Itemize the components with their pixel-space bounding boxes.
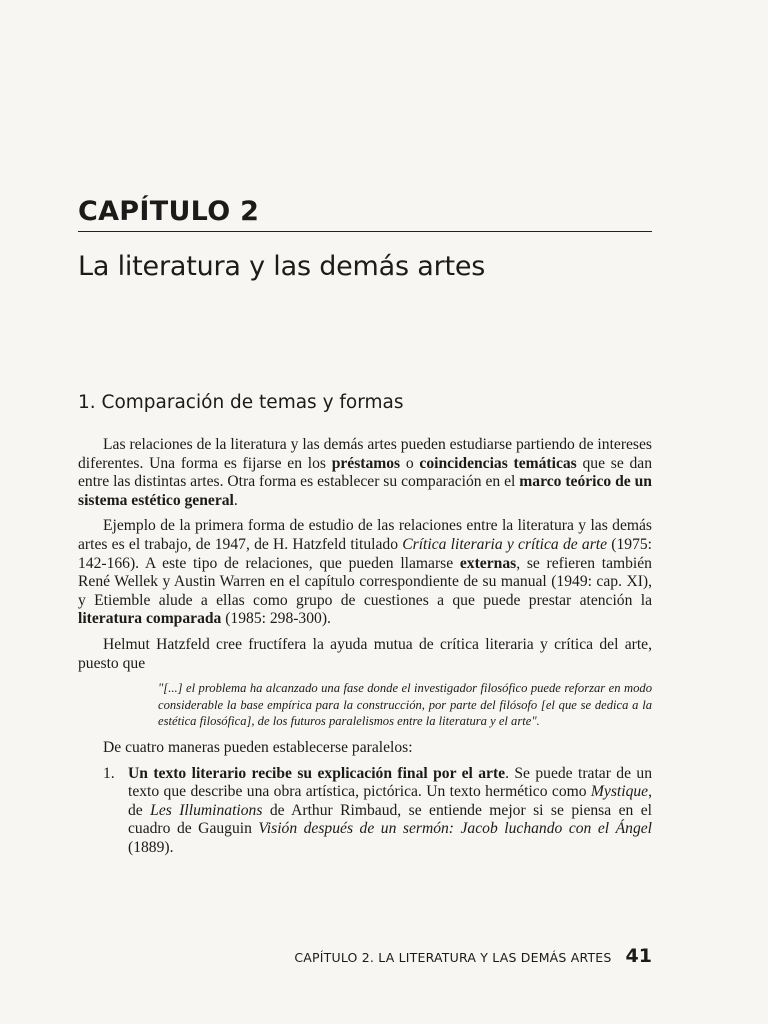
section-heading: 1. Comparación de temas y formas [78,392,404,413]
list-number: 1. [103,764,115,782]
bold-term: Un texto literario recibe su explicación final por el arte [128,764,506,782]
text-run: . Se puede tratar de un texto que describe una obra artística, pictórica. Un texto hermético como [128,764,652,801]
text-run: , de [128,783,652,819]
text-run: Ejemplo de la primera forma de estudio de las relaciones entre la literatura y las demás artes es el trabajo, de 1947, de H. Hatzfeld titulado [78,517,652,553]
italic-title: Visión después de un sermón: Jacob luchando con el Ángel [258,820,653,838]
italic-title: Les Illuminations [150,801,263,819]
list-item [78,765,652,858]
text-run: , se refieren también René Wellek y Austin Warren en el capítulo correspondiente de su manual (1949: cap. XI), y Etiemble alude a ellas como grupo de cuestiones a que puede prestar atención la [78,554,652,609]
text-run: o [400,454,420,472]
paragraph-1 [78,436,652,510]
block-quote: "[...] el problema ha alcanzado una fase donde el investigador filosófico puede reforzar en modo considerable la base empírica para la construcción, por parte del filósofo [el que se dedica a la estética filosófica], de los futuros paralelismos entre la literatura y el arte". [158,681,652,729]
chapter-title: La literatura y las demás artes [78,251,486,282]
text-run: de Arthur Rimbaud, se entiende mejor si se piensa en el cuadro de Gauguin [128,801,652,838]
italic-title: Mystique [590,783,649,801]
paragraph-2 [78,517,652,629]
running-head: CAPÍTULO 2. LA LITERATURA Y LAS DEMÁS ARTES [294,950,612,965]
chapter-label: CAPÍTULO 2 [78,196,260,227]
page-footer [294,945,652,967]
text-run: que se dan entre las distintas artes. Otra forma es establecer su comparación en el [78,454,653,491]
paragraph-3: Helmut Hatzfeld cree fructífera la ayuda mutua de crítica literaria y crítica del arte, puesto que [78,635,652,672]
text-run: (1975: 142-166). A este tipo de relaciones, que pueden llamarse [78,535,652,572]
paragraph-4: De cuatro maneras pueden establecerse paralelos: [103,738,413,756]
bold-term: préstamos [331,454,401,472]
chapter-rule [78,231,652,232]
text-run: (1985: 298-300). [221,610,331,628]
bold-term: coincidencias temáticas [419,454,577,472]
text-run: (1889). [128,838,174,856]
page-number: 41 [625,945,652,967]
parallels-list [78,765,652,858]
bold-term: marco teórico de un sistema estético general [78,473,652,509]
body-text [78,436,652,857]
text-run: Las relaciones de la literatura y las demás artes pueden estudiarse partiendo de intereses diferentes. Una forma es fijarse en los [78,436,652,472]
italic-title: Crítica literaria y crítica de arte [402,535,608,553]
bold-term: literatura comparada [78,610,222,628]
bold-term: externas [459,554,517,572]
text-run: . [233,491,238,509]
